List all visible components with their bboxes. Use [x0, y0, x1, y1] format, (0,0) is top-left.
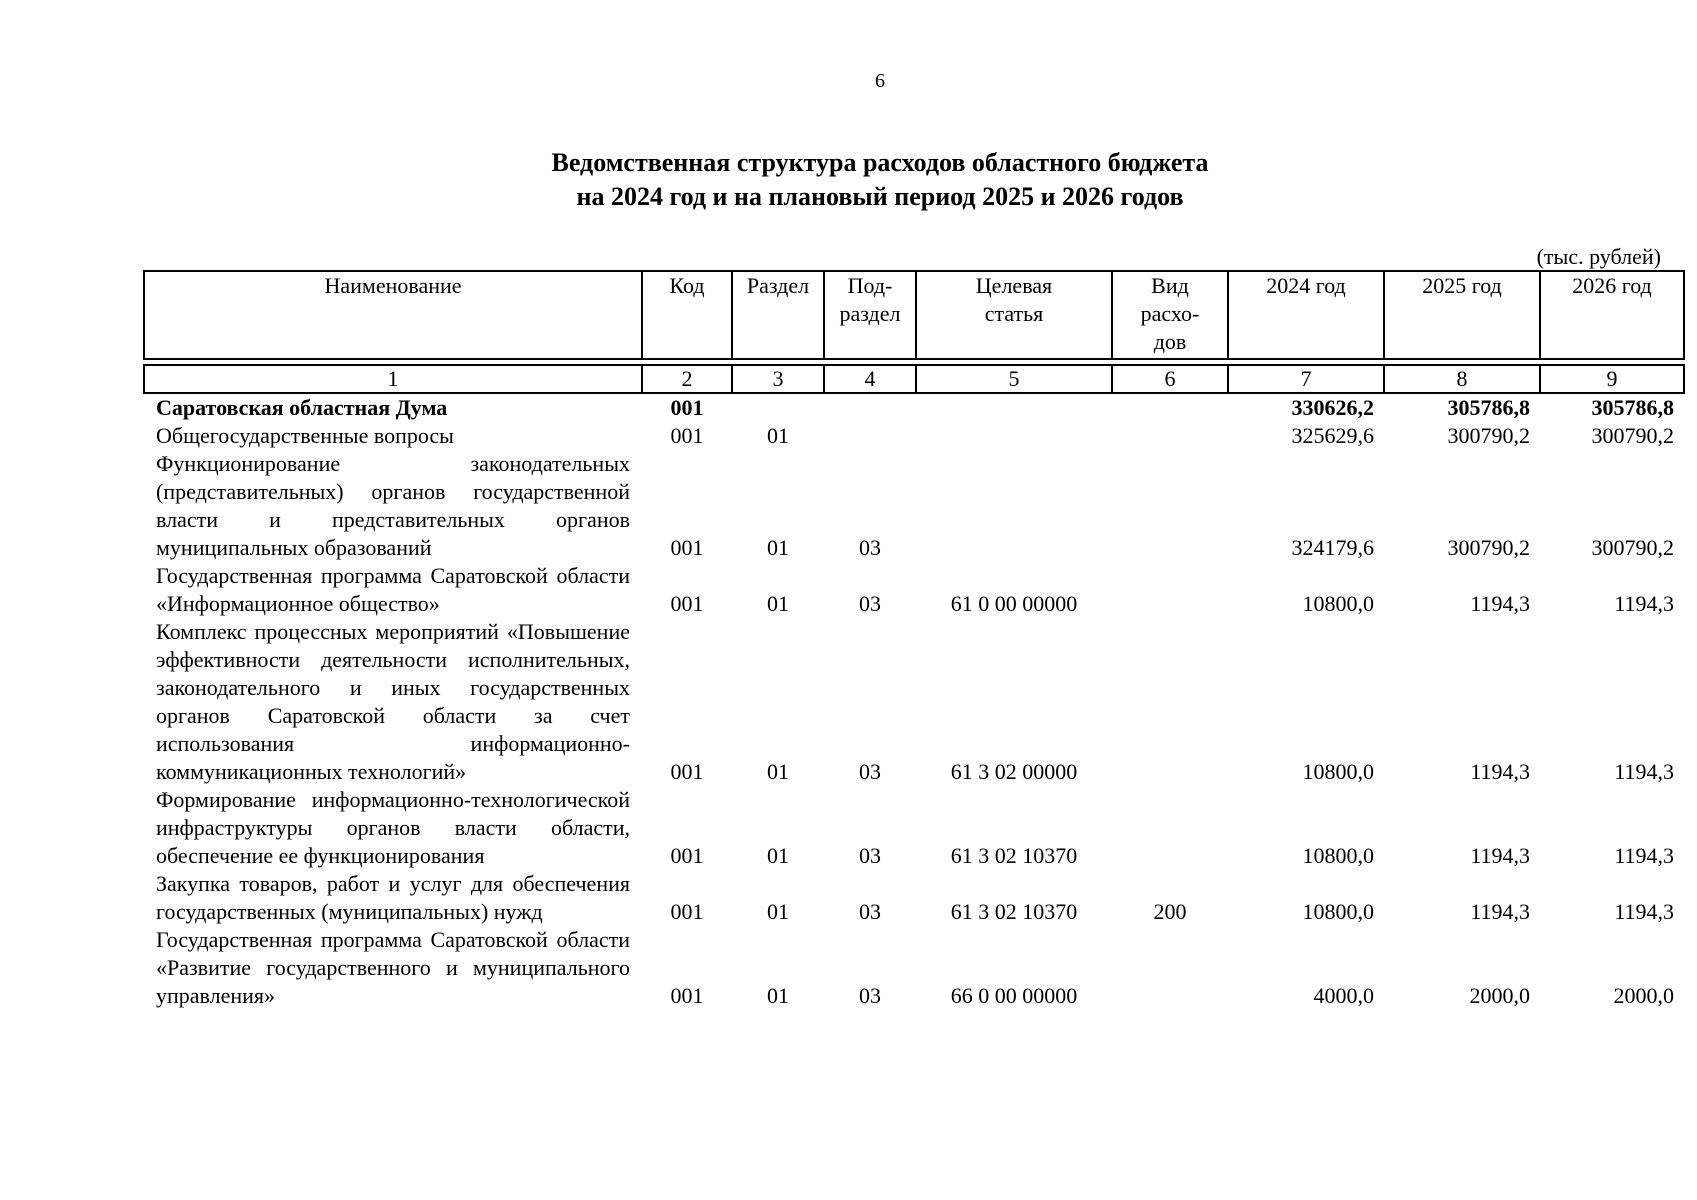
row-subsection: 03 — [859, 843, 881, 868]
header-target-line-2: статья — [984, 301, 1044, 326]
row-value-2024: 10800,0 — [1302, 591, 1374, 616]
budget-table — [143, 270, 1685, 1010]
table-row — [144, 618, 1684, 786]
row-target — [916, 422, 1112, 450]
row-value-2025: 1194,3 — [1470, 899, 1530, 924]
row-target: 66 0 00 00000 — [950, 983, 1078, 1008]
row-name: Саратовская областная Дума — [156, 395, 448, 420]
row-expense-type: 200 — [1153, 899, 1187, 924]
budget-table-wrapper — [143, 270, 1683, 1010]
row-name: Функционирование законодательных (представительных) органов государственной власти и представительных органов муниципальных образований — [156, 451, 630, 560]
row-value-2024: 325629,6 — [1291, 423, 1374, 448]
row-value-2026: 1194,3 — [1614, 591, 1674, 616]
row-value-2024: 330626,2 — [1291, 395, 1374, 420]
row-value-2025: 1194,3 — [1470, 591, 1530, 616]
row-section: 01 — [767, 423, 789, 448]
header-exp-line-3: дов — [1153, 329, 1187, 354]
header-year-2024: 2024 год — [1228, 271, 1384, 359]
row-value-2024: 10800,0 — [1302, 899, 1374, 924]
col-number: 4 — [824, 365, 916, 393]
row-expense-type — [1112, 786, 1228, 870]
row-section: 01 — [767, 843, 789, 868]
col-number: 1 — [144, 365, 642, 393]
row-code: 001 — [670, 843, 704, 868]
row-target: 61 3 02 10370 — [950, 843, 1078, 868]
row-code: 001 — [670, 535, 704, 560]
row-value-2025: 1194,3 — [1470, 843, 1530, 868]
row-name: Комплекс процессных мероприятий «Повышение эффективности деятельности исполнительных, законодательного и иных государственных органов Саратовской области за счет использования информационно-коммуникационных технологий» — [156, 619, 630, 784]
row-target — [916, 450, 1112, 562]
header-code: Код — [642, 271, 732, 359]
row-target: 61 0 00 00000 — [950, 591, 1078, 616]
row-code: 001 — [670, 591, 704, 616]
row-subsection: 03 — [859, 899, 881, 924]
row-name: Общегосударственные вопросы — [156, 423, 454, 448]
column-number-row — [144, 365, 1684, 393]
table-row — [144, 393, 1684, 422]
row-subsection: 03 — [859, 535, 881, 560]
row-target: 61 3 02 10370 — [950, 899, 1078, 924]
row-value-2026: 300790,2 — [1591, 423, 1674, 448]
header-year-2025: 2025 год — [1384, 271, 1540, 359]
col-number: 8 — [1384, 365, 1540, 393]
table-row — [144, 870, 1684, 926]
row-name: Закупка товаров, работ и услуг для обеспечения государственных (муниципальных) нужд — [156, 871, 630, 924]
row-name: Формирование информационно-технологической инфраструктуры органов власти области, обеспечение ее функционирования — [156, 787, 630, 868]
row-section: 01 — [767, 591, 789, 616]
row-value-2024: 10800,0 — [1302, 759, 1374, 784]
row-target: 61 3 02 00000 — [950, 759, 1078, 784]
row-expense-type — [1112, 450, 1228, 562]
row-expense-type — [1112, 422, 1228, 450]
row-section: 01 — [767, 983, 789, 1008]
row-value-2024: 324179,6 — [1291, 535, 1374, 560]
col-number: 2 — [642, 365, 732, 393]
document-title — [0, 146, 1697, 214]
header-target-article — [916, 271, 1112, 359]
row-name: Государственная программа Саратовской области «Информационное общество» — [156, 563, 630, 616]
row-subsection — [824, 393, 916, 422]
header-year-2026: 2026 год — [1540, 271, 1684, 359]
header-row — [144, 271, 1684, 359]
row-value-2025: 305786,8 — [1447, 395, 1530, 420]
row-value-2026: 2000,0 — [1613, 983, 1674, 1008]
col-number: 3 — [732, 365, 824, 393]
row-value-2025: 300790,2 — [1447, 535, 1530, 560]
row-value-2025: 2000,0 — [1469, 983, 1530, 1008]
units-label: (тыс. рублей) — [1536, 244, 1661, 269]
header-subsection — [824, 271, 916, 359]
header-expense-type — [1112, 271, 1228, 359]
row-value-2026: 1194,3 — [1614, 843, 1674, 868]
header-target-line-1: Целевая — [975, 273, 1053, 298]
row-code: 001 — [670, 423, 704, 448]
table-row — [144, 422, 1684, 450]
col-number: 9 — [1540, 365, 1684, 393]
row-section: 01 — [767, 759, 789, 784]
page-number: 6 — [875, 70, 885, 92]
table-row — [144, 926, 1684, 1010]
row-code: 001 — [670, 395, 704, 420]
row-value-2026: 305786,8 — [1591, 395, 1674, 420]
row-section: 01 — [767, 899, 789, 924]
header-exp-line-1: Вид — [1151, 273, 1189, 298]
row-expense-type — [1112, 926, 1228, 1010]
row-name: Государственная программа Саратовской области «Развитие государственного и муниципального управления» — [156, 927, 630, 1008]
row-code: 001 — [670, 899, 704, 924]
row-expense-type — [1112, 562, 1228, 618]
row-value-2024: 10800,0 — [1302, 843, 1374, 868]
row-value-2026: 300790,2 — [1591, 535, 1674, 560]
header-subsection-line-2: раздел — [839, 301, 901, 326]
table-row — [144, 562, 1684, 618]
row-value-2026: 1194,3 — [1614, 899, 1674, 924]
header-subsection-line-1: Под- — [847, 273, 893, 298]
title-line-2: на 2024 год и на плановый период 2025 и 2026 годов — [576, 182, 1184, 211]
title-line-1: Ведомственная структура расходов областного бюджета — [551, 148, 1209, 177]
row-section: 01 — [767, 535, 789, 560]
row-subsection — [824, 422, 916, 450]
row-value-2025: 1194,3 — [1470, 759, 1530, 784]
header-section: Раздел — [732, 271, 824, 359]
row-subsection: 03 — [859, 759, 881, 784]
table-row — [144, 450, 1684, 562]
col-number: 6 — [1112, 365, 1228, 393]
header-exp-line-2: расхо- — [1140, 301, 1200, 326]
row-subsection: 03 — [859, 591, 881, 616]
row-target — [916, 393, 1112, 422]
row-value-2026: 1194,3 — [1614, 759, 1674, 784]
row-value-2024: 4000,0 — [1313, 983, 1374, 1008]
row-code: 001 — [670, 983, 704, 1008]
header-name: Наименование — [144, 271, 642, 359]
row-code: 001 — [670, 759, 704, 784]
row-expense-type — [1112, 618, 1228, 786]
col-number: 5 — [916, 365, 1112, 393]
row-section — [732, 393, 824, 422]
col-number: 7 — [1228, 365, 1384, 393]
row-expense-type — [1112, 393, 1228, 422]
row-value-2025: 300790,2 — [1447, 423, 1530, 448]
table-row — [144, 786, 1684, 870]
row-subsection: 03 — [859, 983, 881, 1008]
